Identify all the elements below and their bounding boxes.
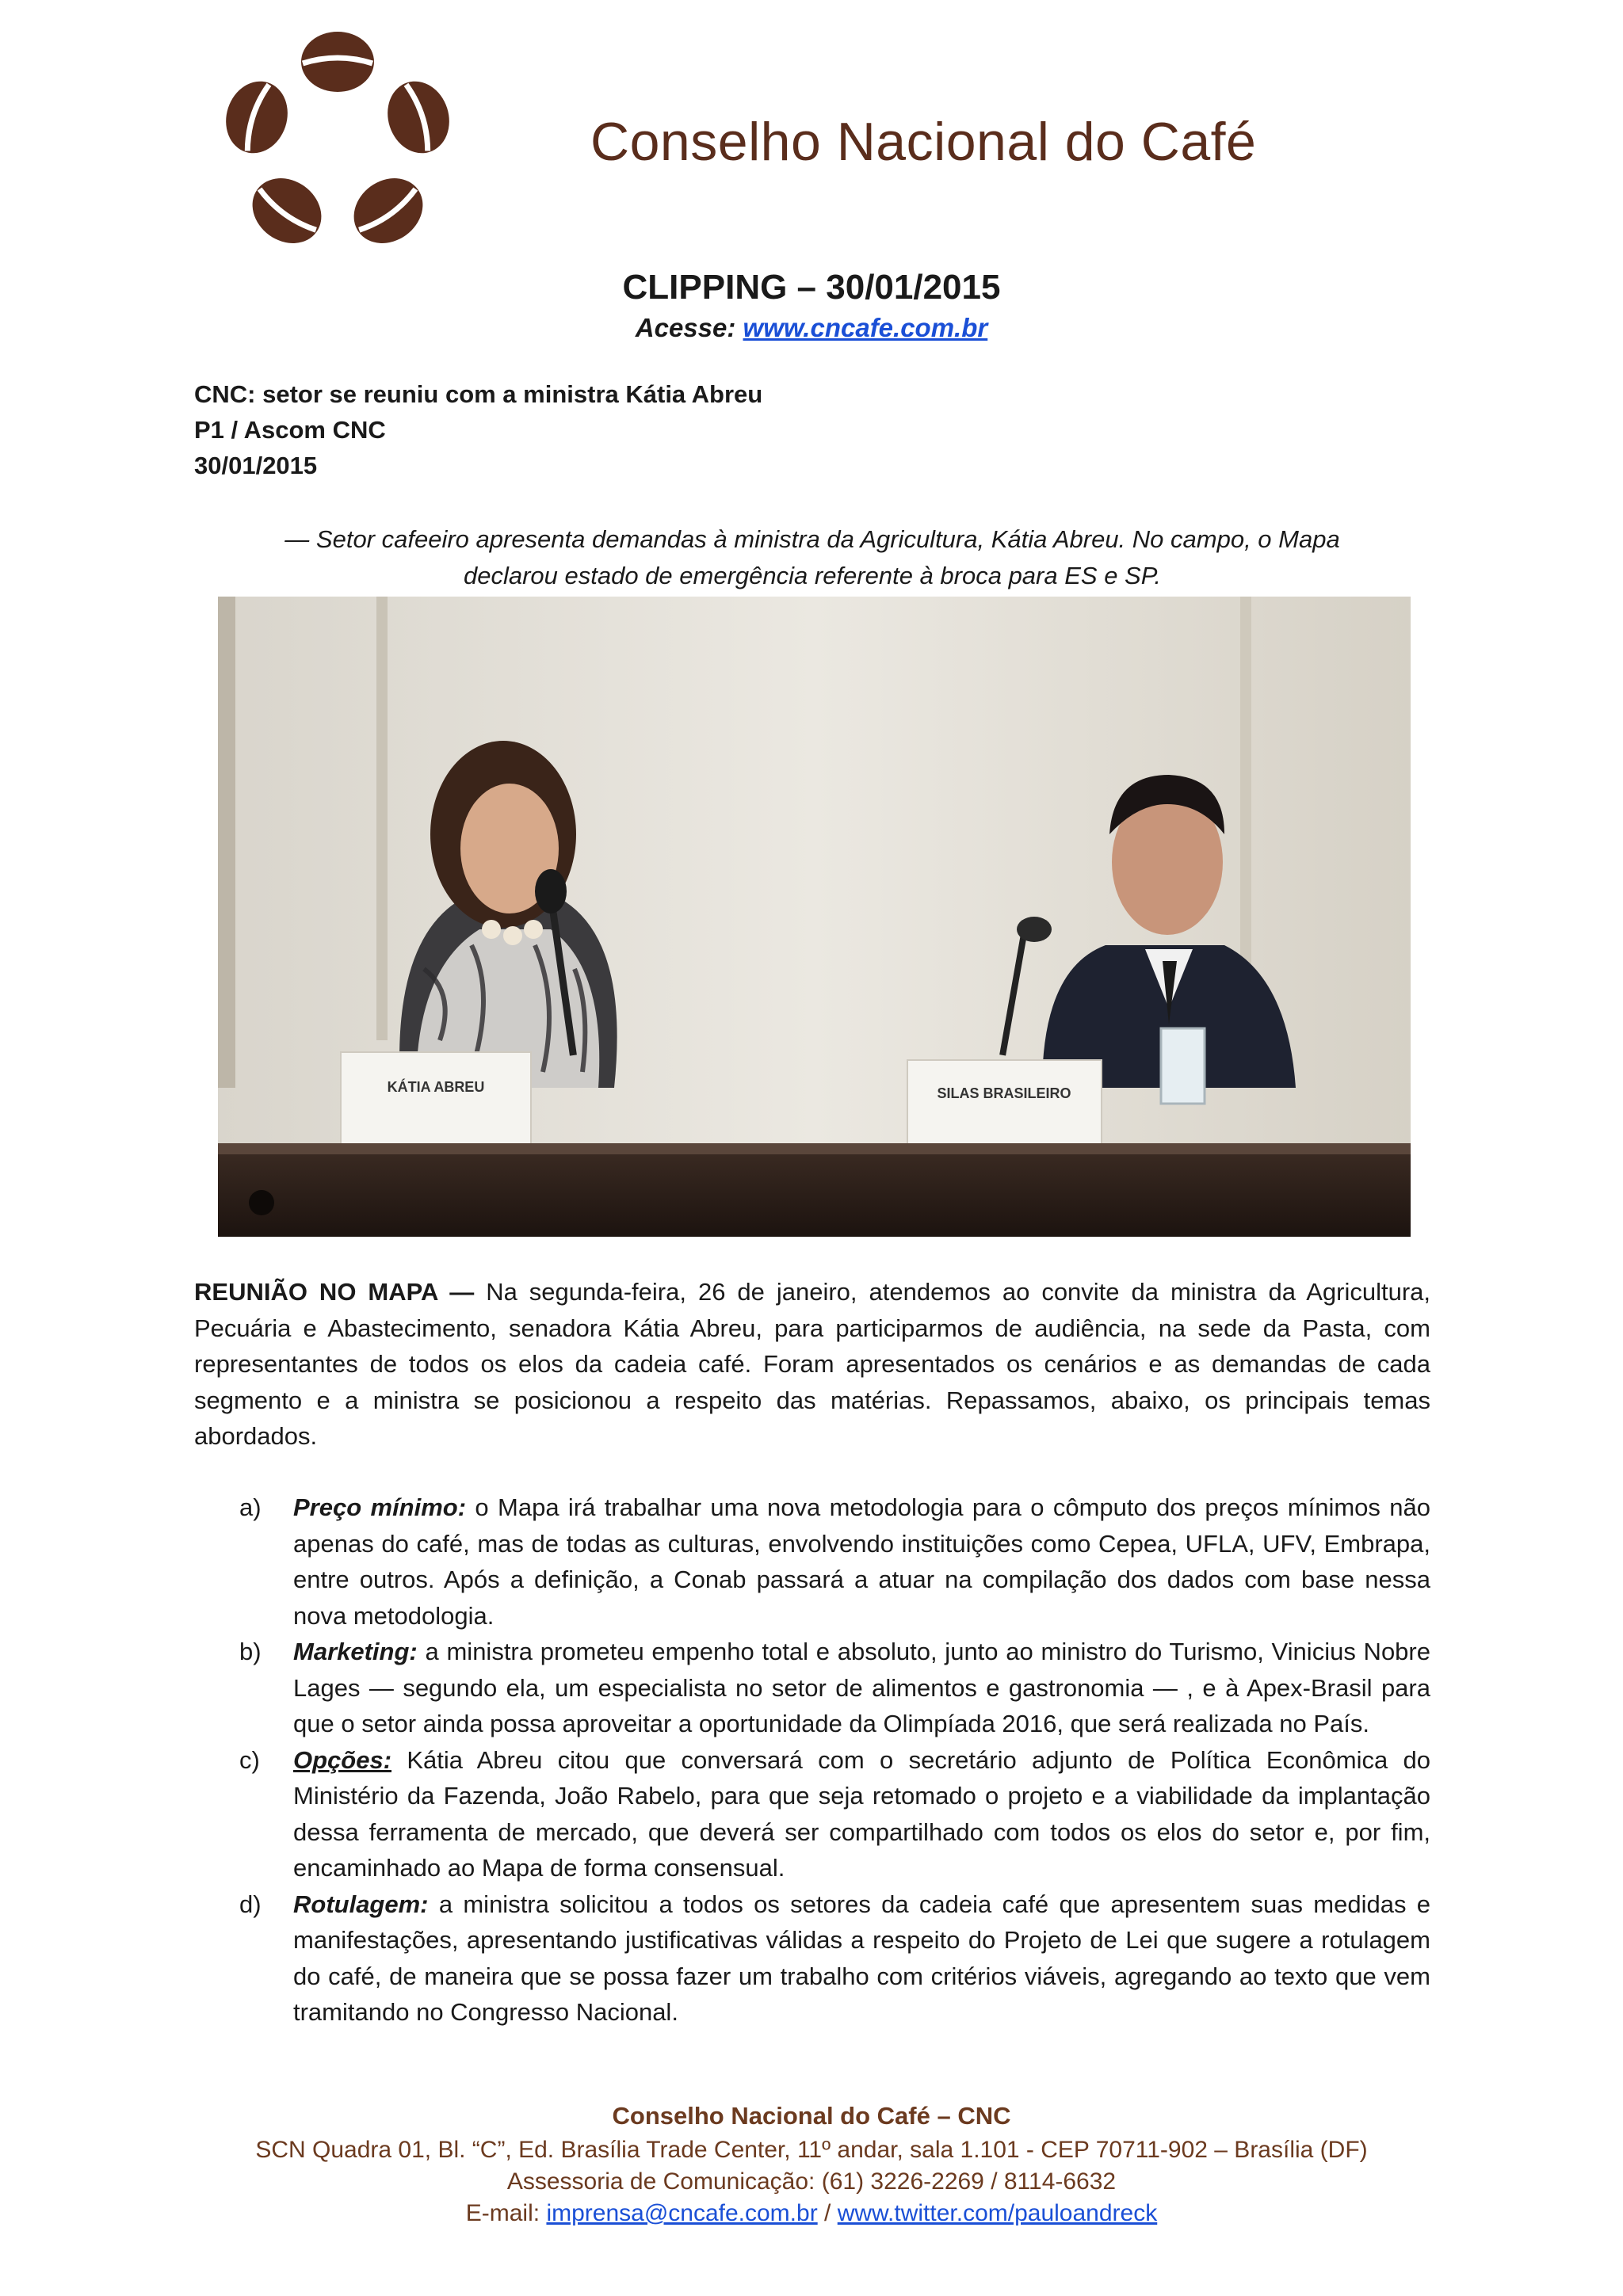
email-label: E-mail:	[465, 2200, 540, 2226]
item-keyword: Preço mínimo:	[293, 1493, 467, 1521]
access-label: Acesse:	[635, 313, 736, 342]
footer-separator: /	[824, 2200, 831, 2226]
clipping-title: CLIPPING – 30/01/2015	[622, 268, 1001, 307]
intro-paragraph	[194, 1274, 1430, 1455]
nameplate-katia: KÁTIA ABREU	[387, 1079, 485, 1095]
intro-text: Na segunda-feira, 26 de janeiro, atendemos ao convite da ministra da Agricultura, Pecuária e Abastecimento, senadora Kátia Abreu, para participarmos de audiência, na sede da Pasta, com representantes de todos os elos da cadeia café. Foram apresentados os cenários e as demandas de cada segmento e a ministra se posicionou a respeito das matérias. Repassamos, abaixo, os principais temas abordados.	[194, 1278, 1430, 1450]
article-headline: CNC: setor se reuniu com a ministra Kátia Abreu	[194, 380, 763, 408]
list-item	[194, 1634, 1430, 1742]
item-keyword: Rotulagem:	[293, 1890, 429, 1918]
lead-line-1: — Setor cafeeiro apresenta demandas à ministra da Agricultura, Kátia Abreu. No campo, o Mapa	[285, 525, 1340, 553]
item-text: a ministra solicitou a todos os setores da cadeia café que apresentem suas medidas e manifestações, apresentando justificativas válidas a respeito do Projeto de Lei que sugere a rotulagem do café, de maneira que se possa fazer um trabalho com critérios viáveis, agregando ao texto que vem tramitando no Congresso Nacional.	[293, 1890, 1430, 2026]
cnc-logo-icon	[219, 24, 456, 269]
footer-phone: Assessoria de Comunicação: (61) 3226-2269 / 8114-6632	[506, 2168, 1117, 2195]
item-marker: c)	[239, 1745, 260, 1774]
footer-address: SCN Quadra 01, Bl. “C”, Ed. Brasília Trade Center, 11º andar, sala 1.101 - CEP 70711-902 – Brasília (DF)	[255, 2137, 1368, 2163]
topics-list	[194, 1489, 1430, 2031]
article-source: P1 / Ascom CNC	[194, 416, 386, 444]
item-marker: d)	[239, 1890, 262, 1918]
lead-line-2: declarou estado de emergência referente à broca para ES e SP.	[463, 562, 1162, 589]
item-keyword: Opções:	[293, 1745, 392, 1774]
item-marker: b)	[239, 1638, 262, 1665]
item-marker: a)	[239, 1493, 262, 1521]
article-date: 30/01/2015	[194, 452, 318, 479]
site-link[interactable]: www.cncafe.com.br	[743, 313, 988, 342]
footer-title: Conselho Nacional do Café – CNC	[612, 2102, 1011, 2130]
intro-heading: REUNIÃO NO MAPA —	[194, 1278, 475, 1306]
list-item	[194, 1742, 1430, 1886]
access-line	[0, 313, 1623, 343]
item-text: o Mapa irá trabalhar uma nova metodologia para o cômputo dos preços mínimos não apenas do café, mas de todas as culturas, envolvendo instituições como Cepea, UFLA, UFV, Embrapa, entre outros. Após a definição, a Conab passará a atuar na compilação dos dados com base nessa nova metodologia.	[293, 1493, 1430, 1630]
twitter-link[interactable]: www.twitter.com/pauloandreck	[837, 2200, 1158, 2226]
item-text: Kátia Abreu citou que conversará com o secretário adjunto de Política Econômica do Ministério da Fazenda, João Rabelo, para que seja retomado o projeto e a viabilidade da implantação dessa ferramenta de mercado, que deverá ser compartilhado com todos os elos do setor e, por fim, encaminhado ao Mapa de forma consensual.	[293, 1745, 1430, 1882]
item-text: a ministra prometeu empenho total e absoluto, junto ao ministro do Turismo, Vinicius Nobre Lages — segundo ela, um especialista no setor de alimentos e gastronomia — , e à Apex-Brasil para que o setor ainda possa aproveitar a oportunidade da Olimpíada 2016, que será realizada no País.	[293, 1638, 1430, 1737]
nameplate-silas: SILAS BRASILEIRO	[937, 1085, 1071, 1101]
meeting-photo	[218, 597, 1411, 1237]
footer-contacts	[0, 2200, 1623, 2227]
item-keyword: Marketing:	[293, 1638, 418, 1665]
article-lead	[214, 521, 1411, 594]
org-name: Conselho Nacional do Café	[590, 112, 1257, 172]
list-item	[194, 1489, 1430, 1634]
email-link[interactable]: imprensa@cncafe.com.br	[546, 2200, 818, 2226]
list-item	[194, 1886, 1430, 2031]
